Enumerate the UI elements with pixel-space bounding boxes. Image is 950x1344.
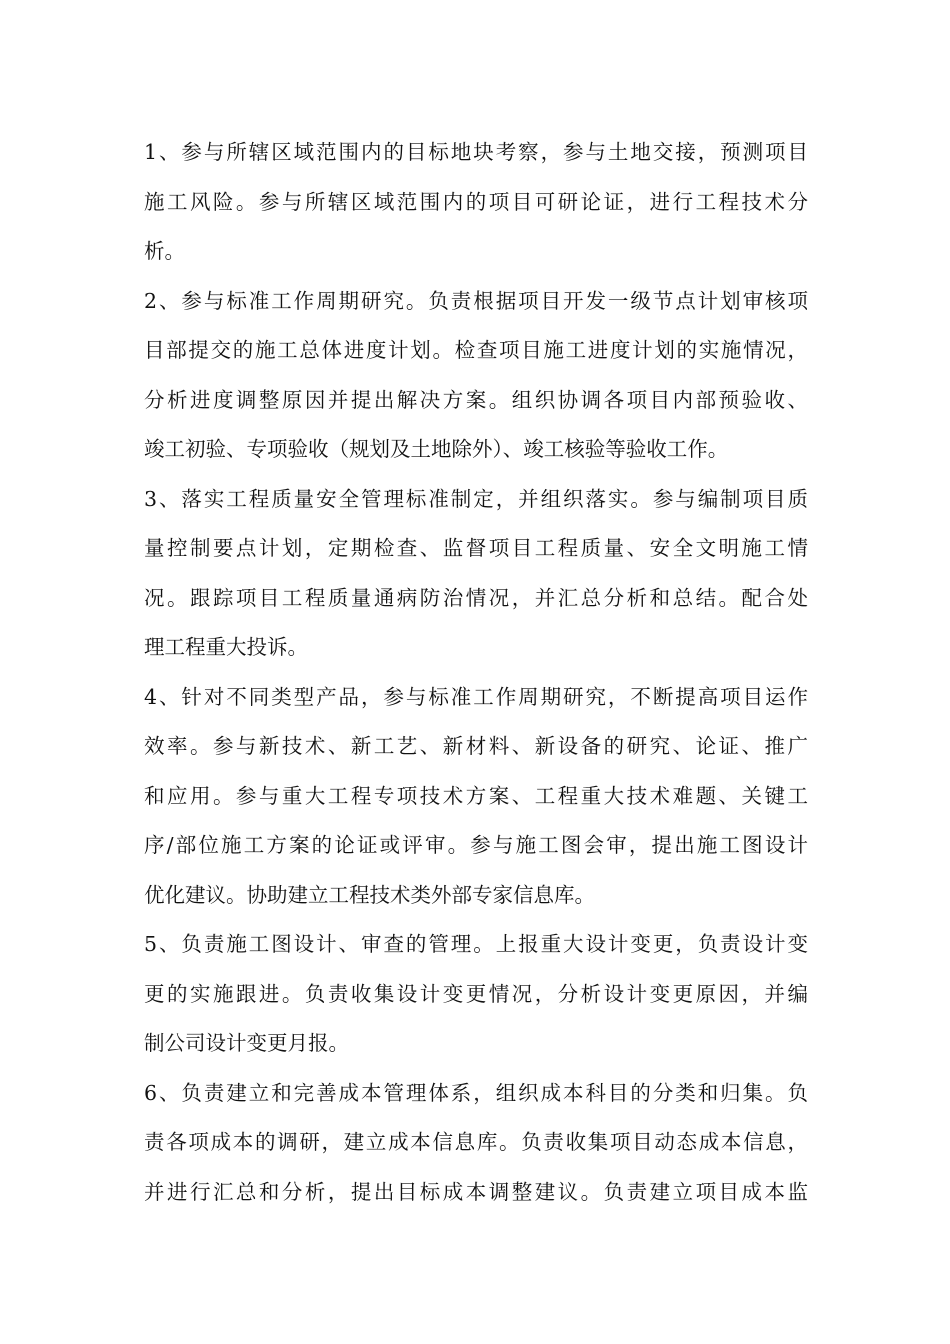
text-line: 析。 [144,239,185,263]
text-line: 并进行汇总和分析，提出目标成本调整建议。负责建立项目成本监 [144,1179,808,1204]
text-line: 2、参与标准工作周期研究。负责根据项目开发一级节点计划审核项 [144,288,808,313]
paragraph-4 [144,673,808,921]
text-line: 4、针对不同类型产品，参与标准工作周期研究，不断提高项目运作 [144,684,808,709]
text-line: 更的实施跟进。负责收集设计变更情况，分析设计变更原因，并编 [144,981,808,1006]
text-line: 6、负责建立和完善成本管理体系，组织成本科目的分类和归集。负 [144,1080,808,1105]
paragraph-6 [144,1069,808,1218]
paragraph-3 [144,475,808,673]
text-line: 优化建议。协助建立工程技术类外部专家信息库。 [144,882,595,907]
text-line: 3、落实工程质量安全管理标准制定，并组织落实。参与编制项目质 [144,486,808,511]
text-line: 和应用。参与重大工程专项技术方案、工程重大技术难题、关键工 [144,783,808,808]
text-line: 目部提交的施工总体进度计划。检查项目施工进度计划的实施情况， [144,338,808,362]
text-line: 竣工初验、专项验收（规划及土地除外）、竣工核验等验收工作。 [144,437,729,461]
text-line: 5、负责施工图设计、审查的管理。上报重大设计变更，负责设计变 [144,932,808,956]
text-line: 责各项成本的调研，建立成本信息库。负责收集项目动态成本信息， [144,1130,808,1154]
text-line: 1、参与所辖区域范围内的目标地块考察，参与土地交接，预测项目 [144,140,808,164]
text-line: 效率。参与新技术、新工艺、新材料、新设备的研究、论证、推广 [144,734,808,758]
text-line: 理工程重大投诉。 [144,635,308,659]
text-line: 况。跟踪项目工程质量通病防治情况，并汇总分析和总结。配合处 [144,585,808,610]
paragraph-1 [144,128,808,277]
paragraph-5 [144,920,808,1069]
text-line: 制公司设计变更月报。 [144,1031,349,1055]
paragraph-2 [144,277,808,475]
text-line: 施工风险。参与所辖区域范围内的项目可研论证，进行工程技术分 [144,189,808,214]
text-line: 序/部位施工方案的论证或评审。参与施工图会审，提出施工图设计 [144,833,808,857]
text-line: 分析进度调整原因并提出解决方案。组织协调各项目内部预验收、 [144,387,808,412]
document-body [144,128,808,1217]
text-line: 量控制要点计划，定期检查、监督项目工程质量、安全文明施工情 [144,536,808,560]
